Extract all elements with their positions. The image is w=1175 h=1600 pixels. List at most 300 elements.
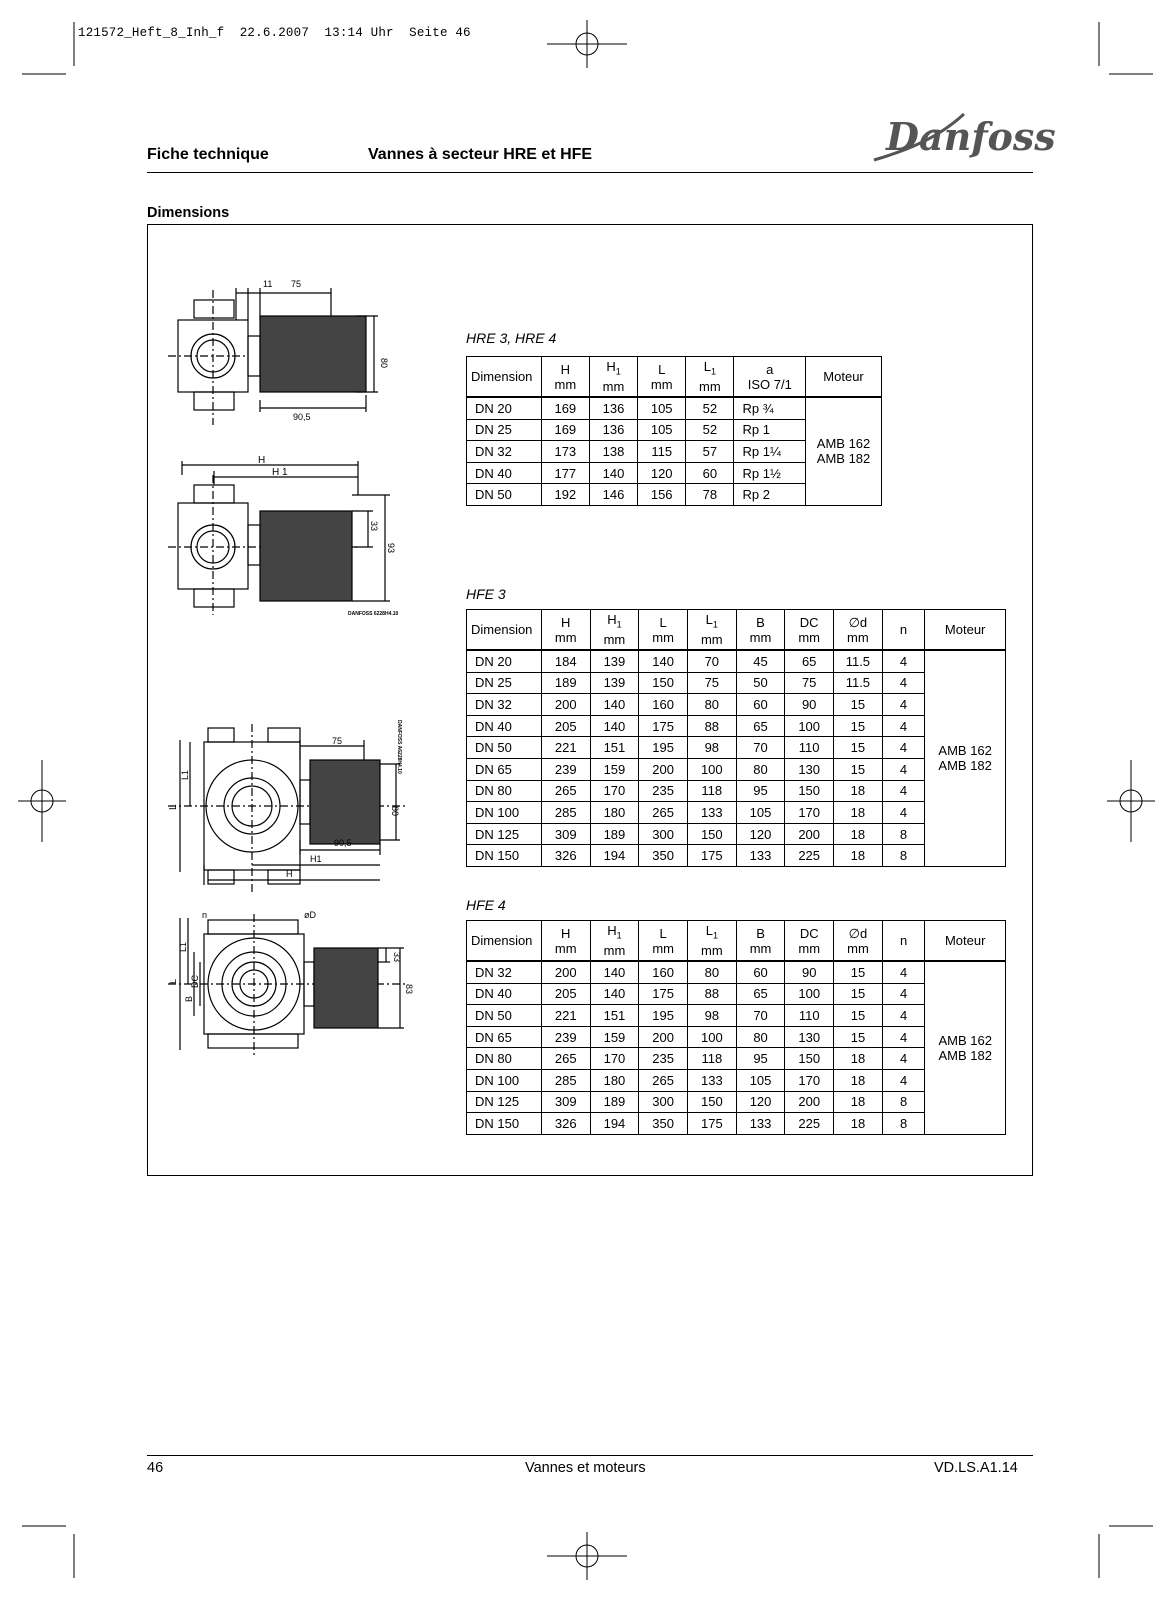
table-cell: 57 [686, 441, 734, 463]
table-cell: 4 [882, 650, 925, 672]
column-header-unit: mm [699, 379, 721, 395]
table-cell: 200 [639, 1026, 688, 1048]
table-row [467, 802, 1006, 824]
header-title: Vannes à secteur HRE et HFE [368, 146, 593, 163]
column-header [541, 610, 590, 651]
table-cell: 95 [736, 1048, 785, 1070]
table-cell: 225 [785, 1113, 834, 1135]
table-cell: 15 [834, 758, 883, 780]
table-cell: 139 [590, 650, 639, 672]
dim-label: 90,5 [334, 838, 352, 848]
column-header [925, 610, 1006, 651]
table-row [467, 694, 1006, 716]
table-cell: 11.5 [834, 672, 883, 694]
table-cell: 11.5 [834, 650, 883, 672]
table-cell: 133 [736, 845, 785, 867]
table-cell: 15 [834, 1026, 883, 1048]
column-header [467, 610, 542, 651]
motor-model: AMB 182 [938, 1047, 992, 1063]
dim-label: B [184, 995, 194, 1002]
print-slug: 121572_Heft_8_Inh_f 22.6.2007 13:14 Uhr Seite 46 [78, 26, 471, 40]
table-cell: DN 50 [467, 737, 542, 759]
table-cell: 221 [541, 737, 590, 759]
table-cell: 18 [834, 1069, 883, 1091]
table-row [467, 650, 1006, 672]
column-header-unit: mm [602, 379, 625, 395]
motor-model: AMB 162 [938, 1032, 992, 1048]
column-header [639, 610, 688, 651]
table-cell: 194 [590, 1113, 639, 1135]
table-cell: 180 [590, 1069, 639, 1091]
dim-label: 80 [379, 358, 389, 369]
dim-label: 33 [369, 521, 379, 532]
column-header-name: L [705, 611, 713, 627]
table-cell: 130 [785, 758, 834, 780]
column-header-name: Moteur [823, 369, 864, 384]
table-cell: 160 [639, 961, 688, 983]
table-cell: 65 [736, 983, 785, 1005]
table-cell: 140 [590, 715, 639, 737]
column-header-unit: mm [554, 629, 577, 645]
column-header-name: ∅d [848, 614, 868, 630]
table-row [467, 845, 1006, 867]
table-cell: 130 [785, 1026, 834, 1048]
dim-label: 11 [263, 279, 273, 289]
motor-model: AMB 162 [938, 743, 992, 759]
table-cell: DN 150 [467, 1113, 542, 1135]
table-cell: 239 [541, 1026, 590, 1048]
dim-label: 75 [291, 279, 302, 289]
table-cell: 100 [687, 758, 736, 780]
table-cell: 60 [686, 462, 734, 484]
motor-cell [925, 961, 1006, 1134]
table-cell: 98 [687, 737, 736, 759]
table-cell: Rp 2 [734, 484, 806, 506]
table-caption: HFE 3 [466, 586, 506, 602]
table-cell: 105 [638, 397, 686, 419]
footer-doc-code: VD.LS.A1.14 [934, 1460, 1018, 1476]
table-cell: 326 [541, 1113, 590, 1135]
table-cell: 133 [736, 1113, 785, 1135]
column-header-name: H [606, 358, 616, 374]
table-cell: 4 [882, 672, 925, 694]
dim-label: øD [304, 910, 316, 920]
dim-label: 90,5 [293, 412, 311, 422]
table-cell: 189 [541, 672, 590, 694]
column-header-name: a [766, 361, 774, 377]
table-cell: 50 [736, 672, 785, 694]
table-cell: Rp 1¼ [734, 441, 806, 463]
table-cell: 160 [639, 694, 688, 716]
table-cell: 205 [541, 715, 590, 737]
table-cell: 15 [834, 715, 883, 737]
column-header-name: H [561, 925, 571, 941]
table-cell: 118 [687, 780, 736, 802]
drawing-code: DANFOSS A6228H4.10 [396, 720, 402, 774]
table-cell: 120 [736, 1091, 785, 1113]
column-header-name: L [659, 614, 667, 630]
motor-model: AMB 182 [938, 758, 992, 774]
table-cell: 88 [688, 983, 737, 1005]
table-cell: DN 125 [467, 1091, 542, 1113]
table-cell: 15 [834, 983, 883, 1005]
column-header-name: B [756, 925, 765, 941]
header-rule [147, 172, 1033, 173]
dim-label: L1 [180, 769, 190, 780]
table-cell: 140 [639, 650, 688, 672]
table-cell: 194 [590, 845, 639, 867]
column-header-name: L [659, 925, 667, 941]
motor-cell [806, 397, 882, 505]
column-header [687, 610, 736, 651]
column-header-unit: mm [603, 632, 626, 648]
table-cell: 105 [638, 419, 686, 441]
dim-label: H1 [310, 854, 322, 864]
table-cell: 150 [688, 1091, 737, 1113]
table-cell: 65 [736, 715, 785, 737]
table-cell: 105 [736, 1069, 785, 1091]
table-row [467, 823, 1006, 845]
table-hfe3 [466, 609, 1006, 867]
column-header-name: Dimension [471, 622, 533, 637]
table-row [467, 715, 1006, 737]
table-cell: 15 [834, 694, 883, 716]
dim-label: n [202, 910, 208, 920]
column-header [686, 357, 734, 398]
table-cell: 300 [639, 1091, 688, 1113]
table-cell: 140 [589, 462, 637, 484]
table-caption: HFE 4 [466, 897, 506, 913]
table-cell: DN 20 [467, 650, 542, 672]
table-cell: 8 [882, 1091, 925, 1113]
table-cell: 184 [541, 650, 590, 672]
table-cell: 326 [541, 845, 590, 867]
table-cell: 350 [639, 1113, 688, 1135]
table-cell: 75 [785, 672, 834, 694]
table-cell: DN 40 [467, 715, 542, 737]
table-cell: 15 [834, 961, 883, 983]
column-header [467, 357, 542, 398]
column-header [925, 921, 1006, 962]
table-cell: 140 [590, 983, 639, 1005]
table-cell: 70 [687, 650, 736, 672]
dim-label: L [168, 978, 178, 984]
table-cell: 150 [639, 672, 688, 694]
table-cell: 120 [736, 823, 785, 845]
column-header-unit: mm [652, 629, 674, 645]
table-cell: 170 [590, 1048, 639, 1070]
table-cell: 18 [834, 780, 883, 802]
table-cell: 189 [590, 1091, 639, 1113]
column-header-name: B [756, 614, 765, 630]
table-cell: 265 [639, 802, 688, 824]
footer-title: Vannes et moteurs [525, 1460, 646, 1476]
table-cell: DN 25 [467, 419, 542, 441]
table-row [467, 1069, 1006, 1091]
table-cell: DN 150 [467, 845, 542, 867]
table-cell: 78 [686, 484, 734, 506]
table-cell: 200 [541, 961, 590, 983]
dim-label: H [258, 455, 266, 466]
table-cell: 110 [785, 737, 834, 759]
column-header [688, 921, 737, 962]
table-cell: 170 [785, 802, 834, 824]
table-cell: 139 [590, 672, 639, 694]
column-header-name: ∅d [848, 925, 868, 941]
column-header-name: L [705, 922, 713, 938]
table-cell: 136 [589, 397, 637, 419]
danfoss-logo [868, 104, 1056, 168]
table-cell: DN 40 [467, 462, 542, 484]
column-header-subscript: 1 [711, 366, 717, 377]
table-cell: 45 [736, 650, 785, 672]
table-cell: 4 [882, 1005, 925, 1027]
drawing-hre-top [168, 280, 393, 430]
table-cell: 265 [541, 780, 590, 802]
dim-label: DC [190, 975, 200, 988]
table-cell: DN 32 [467, 694, 542, 716]
table-cell: 235 [639, 1048, 688, 1070]
table-cell: 170 [590, 780, 639, 802]
table-cell: DN 80 [467, 780, 542, 802]
column-header-unit: mm [798, 629, 820, 645]
column-header-name: Moteur [944, 622, 986, 637]
table-cell: DN 50 [467, 484, 542, 506]
table-row [467, 1091, 1006, 1113]
table-cell: 18 [834, 1113, 883, 1135]
table-cell: DN 65 [467, 758, 542, 780]
table-cell: 65 [785, 650, 834, 672]
column-header-unit: mm [700, 632, 723, 648]
column-header [467, 921, 542, 962]
header-doc-type: Fiche technique [147, 146, 269, 163]
table-cell: 300 [639, 823, 688, 845]
table-row [467, 983, 1006, 1005]
table-cell: DN 32 [467, 441, 542, 463]
dim-label: L [168, 804, 179, 810]
table-cell: 100 [785, 715, 834, 737]
table-cell: 88 [687, 715, 736, 737]
table-cell: 18 [834, 823, 883, 845]
column-header-name: n [899, 622, 908, 637]
column-header-unit: mm [554, 376, 577, 392]
column-header-unit: mm [650, 376, 673, 392]
drawing-code: DANFOSS 6228H4.10 [348, 611, 399, 617]
table-cell: Rp 1 [734, 419, 806, 441]
dim-label: 75 [332, 736, 343, 746]
table-cell: 177 [541, 462, 589, 484]
column-header [736, 610, 785, 651]
table-cell: 225 [785, 845, 834, 867]
table-cell: DN 20 [467, 397, 542, 419]
table-cell: DN 40 [467, 983, 542, 1005]
table-cell: 265 [541, 1048, 590, 1070]
table-cell: 100 [688, 1026, 737, 1048]
column-header-subscript: 1 [712, 930, 718, 941]
column-header-name: H [607, 611, 617, 627]
column-header-name: H [560, 361, 571, 377]
table-cell: 195 [639, 1005, 688, 1027]
drawing-hre-side [168, 455, 403, 635]
column-header-subscript: 1 [615, 366, 621, 377]
column-header [590, 610, 639, 651]
table-cell: 195 [639, 737, 688, 759]
column-header [785, 921, 834, 962]
motor-model: AMB 182 [816, 451, 871, 467]
column-header-unit: mm [554, 940, 577, 956]
dim-label: 80 [390, 806, 400, 817]
column-header-unit: mm [847, 629, 869, 645]
table-cell: 189 [590, 823, 639, 845]
column-header-subscript: 1 [712, 619, 718, 630]
table-cell: 52 [686, 397, 734, 419]
column-header-unit: mm [701, 943, 723, 959]
table-row [467, 1026, 1006, 1048]
table-cell: 151 [590, 737, 639, 759]
table-row [467, 758, 1006, 780]
table-cell: 80 [736, 758, 785, 780]
column-header [736, 921, 785, 962]
table-cell: 52 [686, 419, 734, 441]
table-cell: 4 [882, 694, 925, 716]
column-header-unit: mm [749, 940, 772, 956]
table-cell: 151 [590, 1005, 639, 1027]
column-header [638, 357, 686, 398]
table-cell: 8 [882, 1113, 925, 1135]
table-hre [466, 356, 882, 506]
table-cell: 60 [736, 694, 785, 716]
table-cell: 173 [541, 441, 589, 463]
table-cell: 4 [882, 802, 925, 824]
column-header [589, 357, 637, 398]
table-cell: 192 [541, 484, 589, 506]
table-cell: DN 32 [467, 961, 542, 983]
table-cell: 80 [736, 1026, 785, 1048]
table-cell: 200 [785, 823, 834, 845]
table-cell: 159 [590, 758, 639, 780]
table-cell: Rp 1½ [734, 462, 806, 484]
table-cell: 70 [736, 1005, 785, 1027]
column-header [541, 357, 589, 398]
table-cell: 169 [541, 419, 589, 441]
table-cell: 4 [882, 737, 925, 759]
dim-label: 83 [404, 984, 414, 995]
column-header-name: Dimension [471, 933, 533, 948]
table-row [467, 397, 882, 419]
table-cell: 8 [882, 845, 925, 867]
motor-model: AMB 162 [816, 436, 871, 452]
table-cell: 80 [687, 694, 736, 716]
section-title: Dimensions [147, 205, 230, 221]
column-header [834, 921, 883, 962]
table-cell: 8 [882, 823, 925, 845]
drawing-hfe4 [168, 912, 418, 1062]
motor-cell [925, 650, 1006, 866]
table-cell: DN 80 [467, 1048, 542, 1070]
column-header-subscript: 1 [616, 619, 622, 630]
column-header-name: n [899, 933, 908, 948]
table-cell: 80 [688, 961, 737, 983]
table-row [467, 737, 1006, 759]
dim-label: L1 [178, 941, 188, 952]
dim-label: 33 [392, 952, 402, 963]
table-cell: 239 [541, 758, 590, 780]
table-cell: 175 [688, 1113, 737, 1135]
column-header-unit: ISO 7/1 [747, 376, 792, 392]
table-cell: 140 [590, 961, 639, 983]
column-header-name: DC [799, 614, 819, 630]
column-header-unit: mm [847, 940, 869, 956]
column-header-name: H [561, 614, 571, 630]
table-cell: 221 [541, 1005, 590, 1027]
footer-rule [147, 1455, 1033, 1456]
table-cell: 98 [688, 1005, 737, 1027]
column-header-unit: mm [603, 943, 626, 959]
column-header-name: DC [799, 925, 819, 941]
table-cell: 175 [639, 715, 688, 737]
table-cell: 170 [785, 1069, 834, 1091]
dim-label: 93 [386, 543, 396, 554]
column-header-name: Dimension [471, 369, 533, 384]
table-cell: 285 [541, 802, 590, 824]
table-cell: 18 [834, 1048, 883, 1070]
table-cell: 309 [541, 823, 590, 845]
table-cell: 146 [589, 484, 637, 506]
table-cell: 136 [589, 419, 637, 441]
table-cell: 159 [590, 1026, 639, 1048]
column-header [806, 357, 882, 398]
table-cell: 175 [687, 845, 736, 867]
table-cell: 118 [688, 1048, 737, 1070]
table-cell: 205 [541, 983, 590, 1005]
table-cell: 200 [785, 1091, 834, 1113]
table-cell: DN 100 [467, 802, 542, 824]
table-cell: 200 [639, 758, 688, 780]
table-cell: 140 [590, 694, 639, 716]
table-cell: 4 [882, 715, 925, 737]
column-header [882, 610, 925, 651]
table-row [467, 1005, 1006, 1027]
table-row [467, 672, 1006, 694]
column-header-unit: mm [798, 940, 821, 956]
table-cell: 150 [785, 780, 834, 802]
page-number: 46 [147, 1460, 164, 1476]
table-cell: 4 [882, 780, 925, 802]
table-cell: 200 [541, 694, 590, 716]
dim-label: H 1 [272, 467, 288, 478]
table-cell: 285 [541, 1069, 590, 1091]
table-cell: 105 [736, 802, 785, 824]
table-cell: 15 [834, 1005, 883, 1027]
table-cell: 4 [882, 1069, 925, 1091]
table-hfe4 [466, 920, 1006, 1135]
table-cell: 18 [834, 845, 883, 867]
table-cell: 70 [736, 737, 785, 759]
table-cell: DN 50 [467, 1005, 542, 1027]
table-cell: DN 125 [467, 823, 542, 845]
column-header [639, 921, 688, 962]
table-cell: 265 [639, 1069, 688, 1091]
table-cell: 133 [688, 1069, 737, 1091]
table-cell: 95 [736, 780, 785, 802]
column-header-name: H [607, 922, 617, 938]
table-cell: 90 [785, 961, 834, 983]
table-cell: 133 [687, 802, 736, 824]
table-cell: 350 [639, 845, 688, 867]
table-cell: 75 [687, 672, 736, 694]
table-cell: 100 [785, 983, 834, 1005]
table-cell: 235 [639, 780, 688, 802]
